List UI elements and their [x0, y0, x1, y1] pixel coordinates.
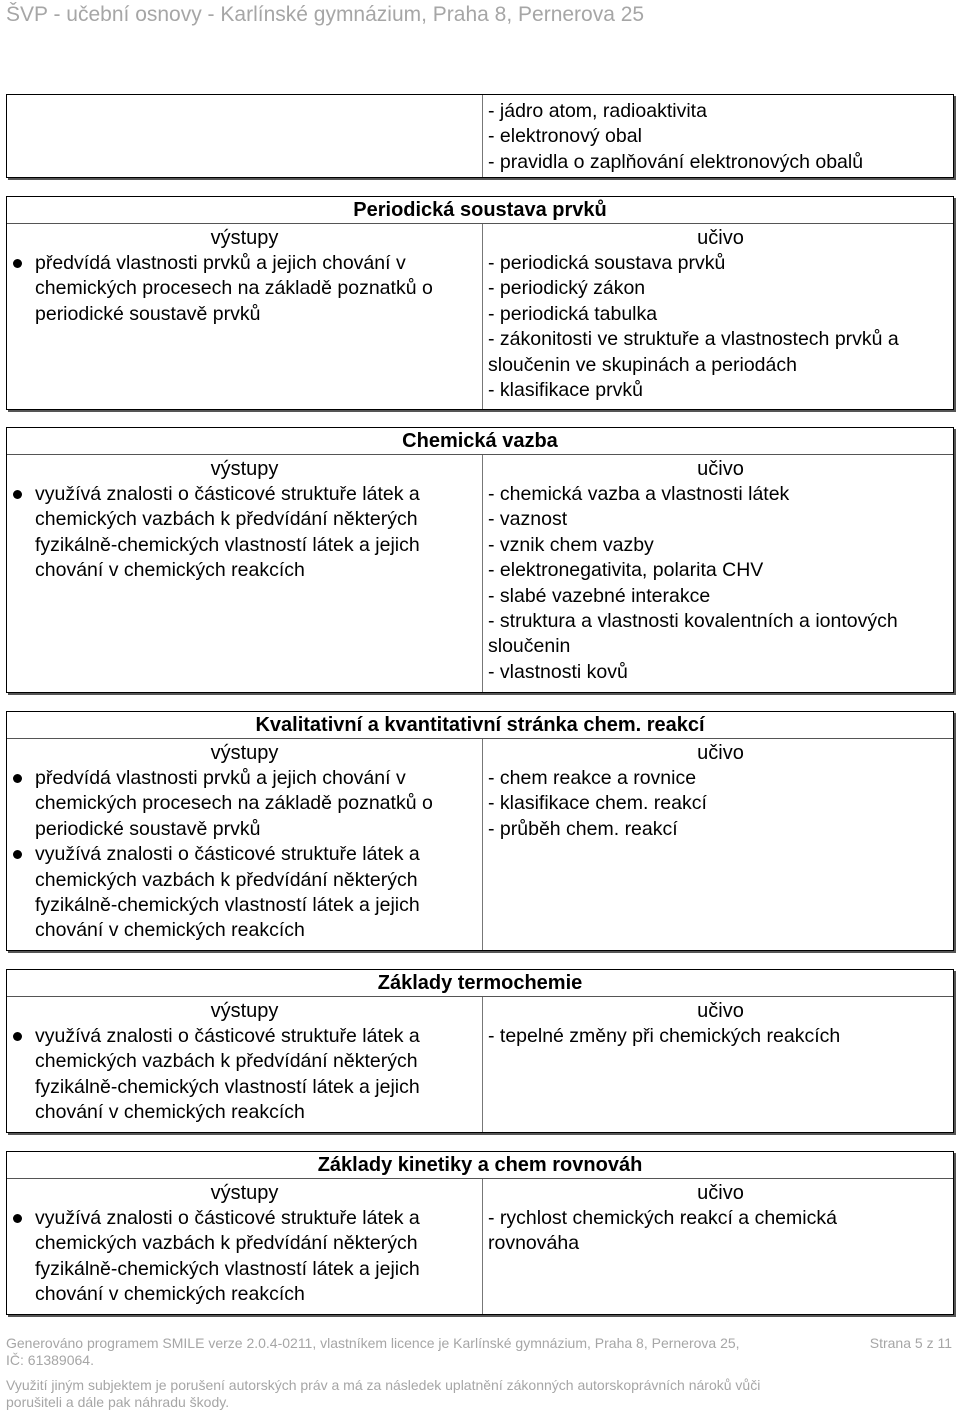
content-item: - vlastnosti kovů [488, 660, 628, 683]
content-item: - struktura a vlastnosti kovalentních a iontových [488, 610, 898, 633]
outcomes-heading: výstupy [210, 1182, 279, 1204]
section-periodic-table [6, 196, 954, 410]
page-number: Strana 5 z 11 [869, 1335, 952, 1351]
outcome-item [7, 842, 482, 944]
outcomes-column [7, 455, 482, 584]
outcome-line: předvídá vlastnosti prvků a jejich chování v [35, 252, 406, 274]
outcomes-column [7, 739, 482, 944]
outcome-line: chemických vazbách k předvídání některých [35, 1232, 418, 1255]
outcome-line: využívá znalosti o částicové struktuře látek a [35, 1207, 420, 1229]
content-column [488, 99, 953, 175]
outcomes-heading: výstupy [210, 1000, 279, 1022]
outcomes-column [7, 224, 482, 327]
outcome-line: chemických vazbách k předvídání některých [35, 1050, 418, 1073]
outcome-line: fyzikálně-chemických vlastností látek a jejich [35, 1075, 420, 1098]
outcome-line: periodické soustavě prvků [35, 302, 261, 325]
outcomes-column [7, 997, 482, 1126]
content-heading: učivo [697, 227, 744, 249]
column-divider [482, 997, 483, 1132]
content-heading: učivo [697, 742, 744, 764]
content-item: rovnováha [488, 1232, 580, 1255]
footer-copyright-line: Využití jiným subjektem je porušení autorských práv a má za následek uplatnění zákonných autorskoprávních nároků vůči [6, 1377, 761, 1393]
column-divider [482, 739, 483, 950]
content-item: - průběh chem. reakcí [488, 817, 678, 840]
content-item: - vaznost [488, 508, 568, 531]
footer-ic-line: IČ: 61389064. [6, 1352, 94, 1368]
section-chemical-bond [6, 427, 954, 693]
document-header: ŠVP - učební osnovy - Karlínské gymnázium, Praha 8, Pernerova 25 [6, 3, 645, 26]
outcome-item [7, 1206, 482, 1308]
outcome-line: chování v chemických reakcích [35, 1283, 305, 1306]
outcomes-column [7, 1179, 482, 1308]
bullet-icon [13, 774, 22, 783]
content-column [488, 224, 953, 403]
content-heading: učivo [697, 1182, 744, 1204]
outcome-item [7, 251, 482, 327]
content-item: - elektronegativita, polarita CHV [488, 559, 764, 582]
content-item: - zákonitosti ve struktuře a vlastnostech prvků a [488, 328, 899, 351]
content-column [488, 1179, 953, 1257]
outcome-line: chemických vazbách k předvídání některých [35, 508, 418, 531]
bullet-icon [13, 850, 22, 859]
outcome-line: fyzikálně-chemických vlastností látek a jejich [35, 1257, 420, 1280]
outcome-line: periodické soustavě prvků [35, 817, 261, 840]
column-divider [482, 95, 483, 177]
outcome-line: předvídá vlastnosti prvků a jejich chování v [35, 767, 406, 789]
content-item: - jádro atom, radioaktivita [488, 100, 707, 122]
content-item: - pravidla o zaplňování elektronových obalů [488, 150, 864, 173]
content-item: - chem reakce a rovnice [488, 767, 697, 789]
section-title: Periodická soustava prvků [7, 197, 953, 224]
atom-structure-block [6, 94, 954, 178]
outcome-item [7, 766, 482, 842]
content-item: - periodický zákon [488, 277, 646, 300]
content-item: - vznik chem vazby [488, 533, 654, 556]
content-item: - chemická vazba a vlastnosti látek [488, 483, 790, 505]
bullet-icon [13, 1032, 22, 1041]
outcome-line: chování v chemických reakcích [35, 1101, 305, 1124]
content-item: - tepelné změny při chemických reakcích [488, 1025, 841, 1047]
outcome-line: fyzikálně-chemických vlastností látek a jejich [35, 533, 420, 556]
outcome-line: využívá znalosti o částicové struktuře látek a [35, 1025, 420, 1047]
outcome-line: chemických vazbách k předvídání některých [35, 868, 418, 891]
content-item: - periodická tabulka [488, 302, 658, 325]
column-divider [482, 224, 483, 409]
outcome-line: chemických procesech na základě poznatků o [35, 792, 433, 815]
outcome-line: využívá znalosti o částicové struktuře látek a [35, 483, 420, 505]
column-divider [482, 1179, 483, 1314]
content-heading: učivo [697, 458, 744, 480]
footer-generator-line: Generováno programem SMILE verze 2.0.4-0211, vlastníkem licence je Karlínské gymnázium, Praha 8, Pernerova 25, [6, 1335, 740, 1351]
outcome-line: chování v chemických reakcích [35, 559, 305, 582]
outcome-line: fyzikálně-chemických vlastností látek a jejich [35, 894, 420, 917]
content-item: - klasifikace prvků [488, 379, 643, 402]
content-item: - rychlost chemických reakcí a chemická [488, 1207, 837, 1229]
content-item: - slabé vazebné interakce [488, 584, 711, 607]
bullet-icon [13, 1214, 22, 1223]
outcome-line: chemických procesech na základě poznatků o [35, 277, 433, 300]
section-thermochemistry [6, 969, 954, 1133]
content-item: - elektronový obal [488, 125, 642, 148]
content-column [488, 739, 953, 842]
content-item: - periodická soustava prvků [488, 252, 726, 274]
bullet-icon [13, 259, 22, 268]
outcome-line: využívá znalosti o částicové struktuře látek a [35, 843, 420, 866]
content-column [488, 455, 953, 685]
section-title: Kvalitativní a kvantitativní stránka chem. reakcí [7, 712, 953, 739]
section-title: Základy kinetiky a chem rovnováh [7, 1152, 953, 1179]
outcomes-heading: výstupy [210, 458, 279, 480]
section-title: Chemická vazba [7, 428, 953, 455]
column-divider [482, 455, 483, 692]
bullet-icon [13, 490, 22, 499]
content-item: sloučenin [488, 635, 571, 658]
outcome-item [7, 482, 482, 584]
outcomes-heading: výstupy [210, 742, 279, 764]
section-kinetics [6, 1151, 954, 1315]
outcomes-heading: výstupy [210, 227, 279, 249]
content-item: - klasifikace chem. reakcí [488, 792, 707, 815]
content-column [488, 997, 953, 1049]
footer-copyright-line: porušiteli a dále pak náhradu škody. [6, 1394, 230, 1410]
outcome-line: chování v chemických reakcích [35, 919, 305, 942]
section-title: Základy termochemie [7, 970, 953, 997]
content-item: sloučenin ve skupinách a periodách [488, 353, 797, 376]
content-heading: učivo [697, 1000, 744, 1022]
outcome-item [7, 1024, 482, 1126]
section-reactions [6, 711, 954, 951]
